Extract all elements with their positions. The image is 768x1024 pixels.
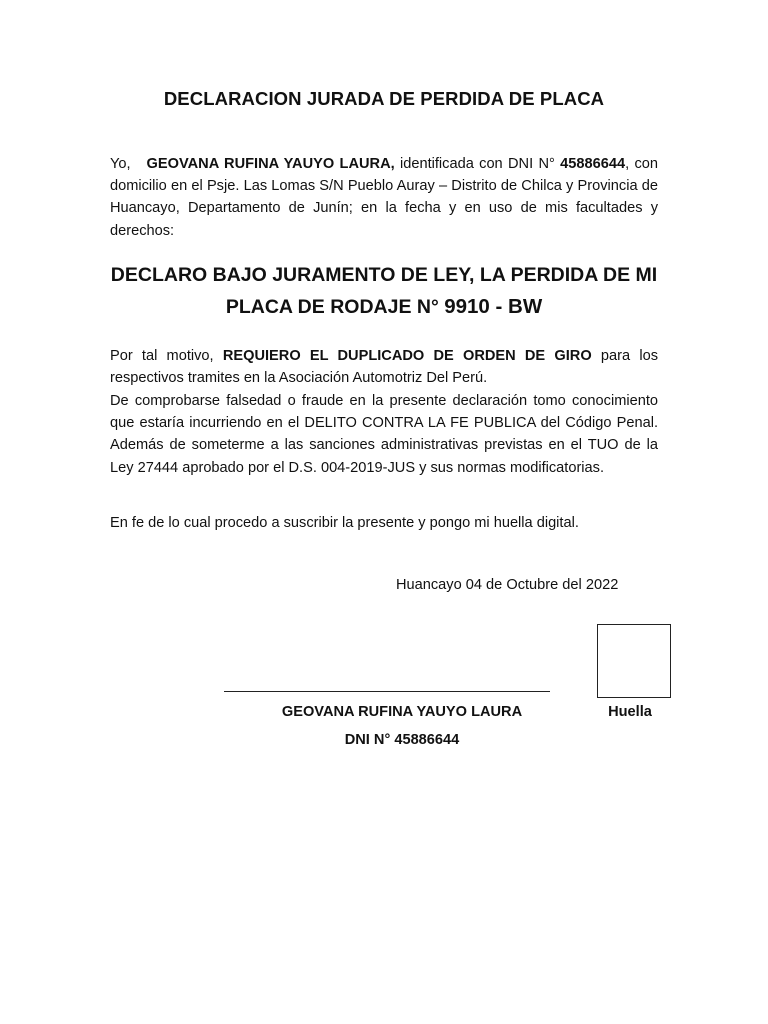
signature-name: GEOVANA RUFINA YAUYO LAURA [281, 704, 523, 720]
declaration-plate-label: PLACA DE RODAJE N° [225, 296, 439, 318]
signature-dni: DNI N° 45886644 [344, 732, 460, 748]
intro-paragraph [110, 153, 658, 242]
plate-number: 9910 - BW [444, 295, 543, 318]
falsedad-paragraph: De comprobarse falsedad o fraude en la presente declaración tomo conocimiento que estaría incurriendo en el DELITO CONTRA LA FE PUBLICA del Código Penal. Además de someterme a las sanciones administrativas previstas en el TUO de la Ley 27444 aprobado por el D.S. 004-2019-JUS y sus normas modificatorias. [110, 393, 658, 476]
motivo-paragraph [110, 345, 658, 389]
declarant-dni: 45886644 [560, 156, 626, 172]
motivo-request: REQUIERO EL DUPLICADO DE ORDEN DE GIRO [222, 348, 592, 364]
intro-text-dni-label: identificada con DNI N° [394, 156, 555, 172]
closing-paragraph: En fe de lo cual procedo a suscribir la presente y pongo mi huella digital. [110, 515, 579, 531]
declaration-line-1: DECLARO BAJO JURAMENTO DE LEY, LA PERDIDA DE MI [110, 264, 658, 286]
intro-text-start: Yo, [110, 156, 131, 172]
fingerprint-box [597, 624, 671, 698]
place-date: Huancayo 04 de Octubre del 2022 [396, 577, 619, 593]
declarant-name: GEOVANA RUFINA YAUYO LAURA, [146, 156, 395, 172]
declaration-line-2 [0, 291, 768, 323]
motivo-text-start: Por tal motivo, [110, 348, 214, 364]
intro-text-address: , con domicilio en el Psje. Las Lomas S/N Pueblo Auray – Distrito de Chilca y Provincia de Huancayo, Departamento de Junín; en la fecha y en uso de mis facultades y derechos: [110, 156, 658, 239]
signature-line [224, 691, 550, 692]
declaration-statement [0, 260, 768, 323]
document-title: DECLARACION JURADA DE PERDIDA DE PLACA [163, 88, 605, 109]
motivo-text-end: para los respectivos tramites en la Asociación Automotriz Del Perú. [110, 348, 658, 387]
fingerprint-label: Huella [608, 704, 652, 720]
